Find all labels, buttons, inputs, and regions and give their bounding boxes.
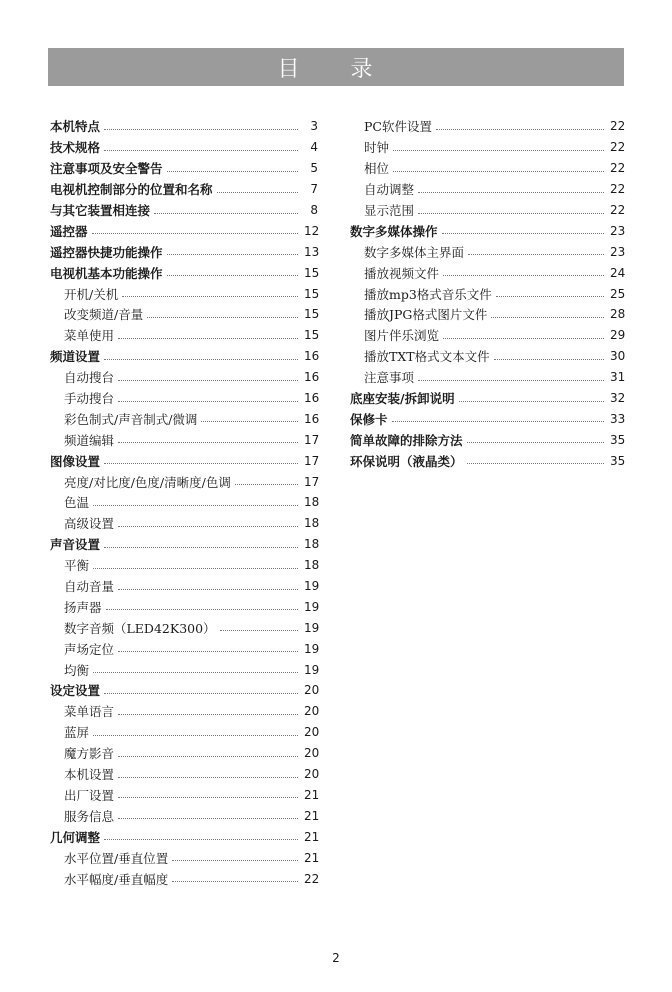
toc-entry-label: 声场定位 bbox=[64, 641, 115, 657]
toc-entry-label: 平衡 bbox=[64, 558, 90, 574]
toc-entry-page: 23 bbox=[610, 223, 626, 238]
toc-entry-label: 蓝屏 bbox=[64, 725, 90, 741]
toc-entry-page: 13 bbox=[304, 244, 320, 259]
dot-leader bbox=[147, 317, 298, 318]
toc-entry-label: 声音设置 bbox=[50, 537, 101, 553]
toc-entry-label: 数字音频（LED42K300） bbox=[64, 620, 216, 636]
toc-entry-page: 16 bbox=[304, 391, 320, 406]
dot-leader bbox=[106, 609, 298, 610]
dot-leader bbox=[436, 129, 604, 130]
toc-entry-page: 19 bbox=[304, 579, 320, 594]
toc-entry-label: 菜单使用 bbox=[64, 328, 115, 344]
toc-entry[interactable] bbox=[48, 492, 318, 513]
toc-entry[interactable] bbox=[348, 367, 624, 388]
toc-entry-page: 25 bbox=[610, 286, 626, 301]
toc-entry-label: 彩色制式/声音制式/微调 bbox=[64, 411, 198, 427]
toc-entry[interactable] bbox=[48, 659, 318, 680]
dot-leader bbox=[393, 150, 604, 151]
dot-leader bbox=[220, 630, 298, 631]
toc-entry-label: 相位 bbox=[364, 161, 390, 177]
toc-entry-label: 电视机基本功能操作 bbox=[50, 265, 163, 281]
toc-entry[interactable] bbox=[48, 200, 318, 221]
toc-entry[interactable] bbox=[48, 137, 318, 158]
toc-entry-label: 保修卡 bbox=[350, 411, 388, 427]
toc-entry-page: 29 bbox=[610, 328, 626, 343]
toc-entry[interactable] bbox=[348, 450, 624, 471]
toc-entry-label: 遥控器快捷功能操作 bbox=[50, 244, 163, 260]
toc-entry-label: 环保说明（液晶类） bbox=[350, 453, 463, 469]
toc-entry[interactable] bbox=[348, 325, 624, 346]
toc-entry-label: 本机特点 bbox=[50, 119, 101, 135]
toc-entry-page: 19 bbox=[304, 662, 320, 677]
toc-entry-page: 22 bbox=[610, 119, 626, 134]
toc-entry-page: 15 bbox=[304, 328, 320, 343]
dot-leader bbox=[118, 442, 298, 443]
toc-entry[interactable] bbox=[348, 200, 624, 221]
dot-leader bbox=[418, 380, 604, 381]
toc-entry-label: 高级设置 bbox=[64, 516, 115, 532]
toc-entry-page: 8 bbox=[310, 203, 318, 217]
toc-entry-page: 7 bbox=[310, 182, 318, 197]
toc-entry-label: 播放视频文件 bbox=[364, 265, 440, 281]
toc-entry[interactable] bbox=[48, 826, 318, 847]
toc-entry[interactable] bbox=[48, 408, 318, 429]
toc-entry-label: 本机设置 bbox=[64, 767, 115, 783]
dot-leader bbox=[104, 693, 298, 694]
toc-entry[interactable] bbox=[348, 283, 624, 304]
dot-leader bbox=[104, 129, 298, 130]
dot-leader bbox=[118, 714, 298, 715]
dot-leader bbox=[104, 463, 298, 464]
dot-leader bbox=[494, 359, 604, 360]
toc-left-column bbox=[48, 116, 318, 889]
toc-entry-label: 服务信息 bbox=[64, 808, 115, 824]
toc-entry[interactable] bbox=[48, 743, 318, 764]
dot-leader bbox=[104, 359, 298, 360]
dot-leader bbox=[118, 589, 298, 590]
dot-leader bbox=[118, 401, 298, 402]
toc-entry[interactable] bbox=[48, 471, 318, 492]
toc-entry[interactable] bbox=[48, 555, 318, 576]
dot-leader bbox=[442, 233, 604, 234]
toc-entry-page: 16 bbox=[304, 411, 320, 426]
toc-entry[interactable] bbox=[348, 429, 624, 450]
toc-entry-label: 技术规格 bbox=[50, 140, 101, 156]
dot-leader bbox=[104, 150, 298, 151]
dot-leader bbox=[491, 317, 604, 318]
toc-entry-page: 17 bbox=[304, 432, 320, 447]
dot-leader bbox=[392, 421, 604, 422]
dot-leader bbox=[172, 881, 298, 882]
toc-entry[interactable] bbox=[48, 701, 318, 722]
toc-entry-label: 自动音量 bbox=[64, 579, 115, 595]
dot-leader bbox=[122, 296, 298, 297]
toc-entry-label: 魔方影音 bbox=[64, 746, 115, 762]
toc-entry[interactable] bbox=[348, 137, 624, 158]
toc-entry-page: 31 bbox=[610, 370, 626, 385]
dot-leader bbox=[93, 735, 298, 736]
toc-entry[interactable] bbox=[48, 868, 318, 889]
toc-entry[interactable] bbox=[348, 241, 624, 262]
toc-entry-label: 播放JPG格式图片文件 bbox=[364, 307, 488, 323]
toc-entry-page: 19 bbox=[304, 641, 320, 656]
toc-entry-label: 数字多媒体操作 bbox=[350, 223, 438, 239]
dot-leader bbox=[118, 797, 298, 798]
toc-entry[interactable] bbox=[48, 388, 318, 409]
page-title: 目 录 bbox=[48, 48, 624, 86]
toc-entry[interactable] bbox=[48, 367, 318, 388]
toc-entry-page: 22 bbox=[610, 140, 626, 155]
toc-entry-page: 28 bbox=[610, 307, 626, 322]
toc-entry[interactable] bbox=[48, 680, 318, 701]
dot-leader bbox=[201, 421, 298, 422]
dot-leader bbox=[235, 484, 298, 485]
toc-entry[interactable] bbox=[348, 116, 624, 137]
dot-leader bbox=[118, 651, 298, 652]
toc-entry-label: 图像设置 bbox=[50, 453, 101, 469]
page-number: 2 bbox=[332, 951, 340, 965]
toc-entry-label: 与其它装置相连接 bbox=[50, 203, 151, 218]
toc-entry[interactable] bbox=[48, 325, 318, 346]
toc-entry-page: 21 bbox=[304, 850, 320, 865]
toc-entry-page: 19 bbox=[304, 599, 320, 614]
dot-leader bbox=[93, 505, 298, 506]
dot-leader bbox=[154, 213, 298, 214]
dot-leader bbox=[443, 338, 604, 339]
toc-entry-page: 22 bbox=[610, 203, 626, 217]
toc-entry-label: 自动调整 bbox=[364, 182, 415, 198]
toc-entry-label: 注意事项及安全警告 bbox=[50, 161, 163, 177]
dot-leader bbox=[167, 171, 298, 172]
dot-leader bbox=[118, 818, 298, 819]
toc-entry[interactable] bbox=[348, 304, 624, 325]
toc-entry[interactable] bbox=[48, 262, 318, 283]
dot-leader bbox=[468, 254, 604, 255]
toc-entry-label: 底座安装/拆卸说明 bbox=[350, 391, 455, 407]
toc-entry[interactable] bbox=[48, 638, 318, 659]
dot-leader bbox=[118, 756, 298, 757]
toc-entry-label: 改变频道/音量 bbox=[64, 307, 144, 323]
toc-entry[interactable] bbox=[348, 262, 624, 283]
dot-leader bbox=[467, 442, 604, 443]
toc-entry[interactable] bbox=[48, 220, 318, 241]
dot-leader bbox=[393, 171, 604, 172]
toc-entry[interactable] bbox=[48, 429, 318, 450]
dot-leader bbox=[118, 777, 298, 778]
toc-entry-label: 出厂设置 bbox=[64, 787, 115, 803]
toc-entry-page: 18 bbox=[304, 516, 320, 531]
toc-entry-page: 35 bbox=[610, 432, 626, 447]
toc-entry-page: 21 bbox=[304, 829, 320, 844]
toc-entry-page: 22 bbox=[610, 182, 626, 197]
toc-entry-label: 水平幅度/垂直幅度 bbox=[64, 871, 169, 887]
toc-entry-page: 20 bbox=[304, 767, 320, 782]
toc-entry[interactable] bbox=[48, 847, 318, 868]
toc-entry[interactable] bbox=[48, 785, 318, 806]
toc-entry-label: 自动搜台 bbox=[64, 370, 115, 386]
toc-entry-label: 注意事项 bbox=[364, 370, 415, 386]
toc-entry-label: 播放mp3格式音乐文件 bbox=[364, 286, 492, 302]
toc-entry-label: 设定设置 bbox=[50, 683, 101, 699]
toc-entry-label: 时钟 bbox=[364, 140, 390, 156]
dot-leader bbox=[167, 275, 298, 276]
dot-leader bbox=[93, 568, 298, 569]
toc-entry[interactable] bbox=[48, 534, 318, 555]
toc-entry-label: 亮度/对比度/色度/清晰度/色调 bbox=[64, 474, 231, 490]
toc-entry-page: 3 bbox=[310, 119, 318, 134]
toc-entry-page: 18 bbox=[304, 537, 320, 552]
toc-entry-page: 19 bbox=[304, 620, 320, 635]
toc-entry-page: 17 bbox=[304, 453, 320, 468]
toc-entry[interactable] bbox=[48, 179, 318, 200]
toc-entry-page: 35 bbox=[610, 453, 626, 468]
dot-leader bbox=[104, 547, 298, 548]
dot-leader bbox=[93, 672, 298, 673]
toc-entry[interactable] bbox=[348, 388, 624, 409]
toc-entry-label: 色温 bbox=[64, 495, 90, 511]
toc-entry-page: 15 bbox=[304, 307, 320, 322]
dot-leader bbox=[418, 192, 604, 193]
toc-entry-page: 20 bbox=[304, 704, 320, 719]
toc-entry-page: 20 bbox=[304, 725, 320, 740]
toc-entry[interactable] bbox=[48, 346, 318, 367]
toc-entry[interactable] bbox=[48, 617, 318, 638]
toc-entry-label: 菜单语言 bbox=[64, 704, 115, 720]
toc-entry[interactable] bbox=[48, 304, 318, 325]
dot-leader bbox=[496, 296, 604, 297]
toc-entry-page: 18 bbox=[304, 558, 320, 573]
toc-entry[interactable] bbox=[48, 241, 318, 262]
toc-entry[interactable] bbox=[48, 450, 318, 471]
toc-entry[interactable] bbox=[348, 346, 624, 367]
toc-entry[interactable] bbox=[48, 596, 318, 617]
toc-entry[interactable] bbox=[348, 179, 624, 200]
toc-entry[interactable] bbox=[48, 513, 318, 534]
toc-entry[interactable] bbox=[48, 722, 318, 743]
toc-entry-page: 21 bbox=[304, 808, 320, 823]
toc-entry-label: 开机/关机 bbox=[64, 286, 119, 302]
toc-entry-page: 4 bbox=[310, 140, 318, 155]
toc-entry-page: 16 bbox=[304, 370, 320, 385]
dot-leader bbox=[172, 860, 298, 861]
dot-leader bbox=[104, 839, 298, 840]
dot-leader bbox=[167, 254, 298, 255]
toc-entry[interactable] bbox=[48, 764, 318, 785]
dot-leader bbox=[92, 233, 298, 234]
toc-entry[interactable] bbox=[48, 805, 318, 826]
toc-entry-page: 18 bbox=[304, 495, 320, 510]
toc-entry-page: 32 bbox=[610, 391, 626, 406]
toc-entry-page: 12 bbox=[304, 223, 320, 238]
dot-leader bbox=[467, 463, 604, 464]
toc-entry-label: 频道编辑 bbox=[64, 432, 115, 448]
toc-entry-page: 15 bbox=[304, 286, 320, 301]
toc-entry-label: 几何调整 bbox=[50, 829, 101, 845]
toc-entry-page: 22 bbox=[610, 161, 626, 176]
toc-entry-label: 频道设置 bbox=[50, 349, 101, 365]
toc-entry-page: 24 bbox=[610, 265, 626, 280]
toc-entry-page: 23 bbox=[610, 244, 626, 259]
toc-entry[interactable] bbox=[48, 576, 318, 597]
toc-entry[interactable] bbox=[48, 116, 318, 137]
toc-entry-label: PC软件设置 bbox=[364, 119, 432, 135]
toc-entry-label: 播放TXT格式文本文件 bbox=[364, 349, 490, 365]
dot-leader bbox=[418, 213, 604, 214]
toc-entry-label: 简单故障的排除方法 bbox=[350, 432, 463, 448]
dot-leader bbox=[118, 380, 298, 381]
dot-leader bbox=[459, 401, 604, 402]
toc-entry-page: 30 bbox=[610, 349, 626, 364]
toc-entry-label: 手动搜台 bbox=[64, 391, 115, 407]
toc-entry-page: 33 bbox=[610, 411, 626, 426]
toc-entry[interactable] bbox=[348, 158, 624, 179]
dot-leader bbox=[118, 526, 298, 527]
dot-leader bbox=[443, 275, 604, 276]
toc-entry[interactable] bbox=[348, 220, 624, 241]
toc-entry-label: 数字多媒体主界面 bbox=[364, 244, 465, 260]
toc-entry[interactable] bbox=[48, 283, 318, 304]
toc-right-column bbox=[348, 116, 624, 471]
toc-entry-label: 遥控器 bbox=[50, 223, 88, 239]
toc-entry[interactable] bbox=[348, 408, 624, 429]
toc-entry-label: 图片伴乐浏览 bbox=[364, 328, 440, 344]
toc-entry-label: 水平位置/垂直位置 bbox=[64, 850, 169, 866]
toc-entry-label: 扬声器 bbox=[64, 599, 102, 615]
toc-entry-page: 5 bbox=[310, 161, 318, 176]
toc-entry-page: 20 bbox=[304, 683, 320, 698]
toc-entry-label: 显示范围 bbox=[364, 203, 415, 218]
toc-entry-label: 电视机控制部分的位置和名称 bbox=[50, 182, 213, 198]
toc-entry-label: 均衡 bbox=[64, 662, 90, 678]
toc-entry-page: 20 bbox=[304, 746, 320, 761]
toc-entry-page: 16 bbox=[304, 349, 320, 364]
toc-entry-page: 15 bbox=[304, 265, 320, 280]
toc-entry-page: 17 bbox=[304, 474, 320, 489]
toc-entry-page: 21 bbox=[304, 787, 320, 802]
dot-leader bbox=[118, 338, 298, 339]
dot-leader bbox=[217, 192, 298, 193]
toc-entry[interactable] bbox=[48, 158, 318, 179]
toc-entry-page: 22 bbox=[304, 871, 320, 886]
